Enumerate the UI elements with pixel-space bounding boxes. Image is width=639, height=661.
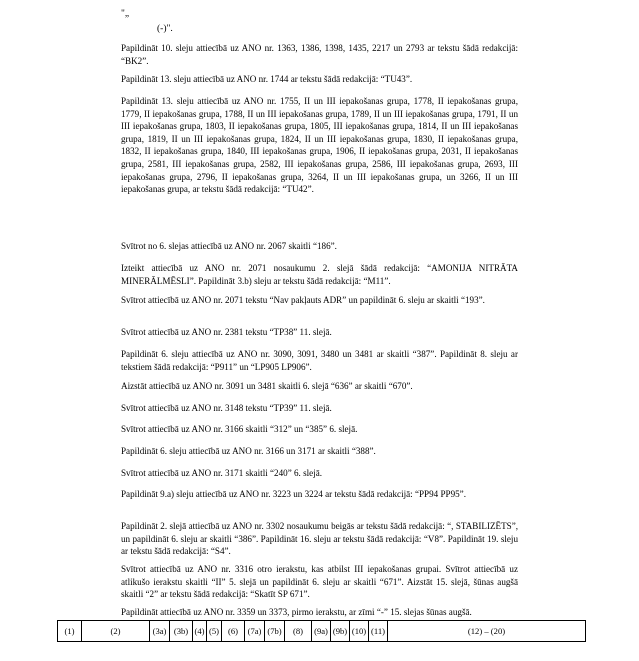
paragraph-7: Svītrot attiecībā uz ANO nr. 2381 tekstu “TP38” 11. slejā. <box>121 327 332 337</box>
table-cell: (7a) <box>245 621 265 642</box>
paragraph-3: Papildināt 13. sleju attiecībā uz ANO nr. 1755, II un III iepakošanas grupa, 1778, II iepakošanas grupa, 1779, II iepakošanas grupa, 1788, II un III iepakošanas grupa, 1789, II un III iepakošanas grupa, 1791, II un III iepakošanas grupa, 1803, II iepakošanas grupa, 1805, III iepakošanas grupa, 1814, II un III iepakošanas grupa, 1819, II un III iepakošanas grupa, 1824, II un III iepakošanas grupa, 1830, II iepakošanas grupa, 1832, II iepakošanas grupa, 1840, III iepakošanas grupa, 1906, II iepakošanas grupa, 2031, II iepakošanas grupa, 2581, III iepakošanas grupa, 2582, III iepakošanas grupa, 2586, III iepakošanas grupa, 2693, III iepakošanas grupa, 2796, II iepakošanas grupa, 3264, II un III iepakošanas grupa, un 3266, II un III iepakošanas grupa, ar tekstu šādā redakcijā: “TU42”. <box>121 96 518 195</box>
table-cell: (3b) <box>170 621 193 642</box>
paragraph-14: Papildināt 9.a) sleju attiecībā uz ANO nr. 3223 un 3224 ar tekstu šādā redakcijā: “PP94 PP95”. <box>121 489 466 499</box>
table-cell: (7b) <box>265 621 285 642</box>
table-cell: (6) <box>222 621 245 642</box>
deleted-marker-line: (-)". <box>157 24 173 34</box>
paragraph-5: Izteikt attiecībā uz ANO nr. 2071 nosaukumu 2. slejā šādā redakcijā: “AMONIJA NITRĀTA MINERĀLMĒSLI”. Papildināt 3.b) sleju ar tekstu šādā redakcijā: “M11”. <box>121 263 518 286</box>
paragraph-1: Papildināt 10. sleju attiecībā uz ANO nr. 1363, 1386, 1398, 1435, 2217 un 2793 ar tekstu šādā redakcijā: “BK2”. <box>121 43 518 66</box>
quote-open-line: "„ <box>121 9 130 19</box>
table-cell: (9b) <box>331 621 350 642</box>
table-cell: (4) <box>193 621 207 642</box>
paragraph-16: Svītrot attiecībā uz ANO nr. 3316 otro ierakstu, kas atbilst III iepakošanas grupai. Svītrot attiecībā uz atlikušo ierakstu skaitli “II” 5. slejā un papildināt 6. sleju ar skaitli “671”. Aizstāt 15. slejā, šūnas augšā skaitli “2” ar tekstu šādā redakcijā: “Skatīt SP 671”. <box>121 564 518 600</box>
paragraph-9: Aizstāt attiecībā uz ANO nr. 3091 un 3481 skaitli 6. slejā “636” ar skaitli “670”. <box>121 381 413 391</box>
paragraph-17: Papildināt attiecībā uz ANO nr. 3359 un 3373, pirmo ierakstu, ar zīmi “-” 15. slejas šūnas augšā. <box>121 607 472 617</box>
paragraph-4: Svītrot no 6. slejas attiecībā uz ANO nr. 2067 skaitli “186”. <box>121 241 337 251</box>
table-cell: (8) <box>285 621 312 642</box>
table-cell: (3a) <box>150 621 170 642</box>
paragraph-12: Papildināt 6. sleju attiecībā uz ANO nr. 3166 un 3171 ar skaitli “388”. <box>121 446 376 456</box>
paragraph-11: Svītrot attiecībā uz ANO nr. 3166 skaitli “312” un “385” 6. slejā. <box>121 424 358 434</box>
table-row <box>58 621 586 642</box>
paragraph-13: Svītrot attiecībā uz ANO nr. 3171 skaitli “240” 6. slejā. <box>121 468 323 478</box>
table-cell: (5) <box>207 621 222 642</box>
table-cell: (10) <box>350 621 369 642</box>
table-cell: (11) <box>369 621 388 642</box>
paragraph-10: Svītrot attiecībā uz ANO nr. 3148 tekstu “TP39” 11. slejā. <box>121 403 332 413</box>
paragraph-8: Papildināt 6. sleju attiecībā uz ANO nr. 3090, 3091, 3480 un 3481 ar skaitli “387”. Papildināt 8. sleju ar tekstiem šādā redakcijā: “P911” un “LP905 LP906”. <box>121 349 518 372</box>
column-header-table <box>57 620 586 642</box>
paragraph-2: Papildināt 13. sleju attiecībā uz ANO nr. 1744 ar tekstu šādā redakcijā: “TU43”. <box>121 74 413 84</box>
table-cell: (1) <box>58 621 82 642</box>
table-cell: (12) – (20) <box>388 621 586 642</box>
table-cell: (9a) <box>312 621 331 642</box>
paragraph-15: Papildināt 2. slejā attiecībā uz ANO nr. 3302 nosaukumu beigās ar tekstu šādā redakcijā: “, STABILIZĒTS”, un papildināt 6. sleju ar skaitli “386”. Papildināt 16. sleju ar tekstu šādā redakcijā: “V8”. Papildināt 19. sleju ar tekstu šādā redakcijā: “S4”. <box>121 521 518 557</box>
table-cell: (2) <box>82 621 150 642</box>
paragraph-6: Svītrot attiecībā uz ANO nr. 2071 tekstu “Nav pakļauts ADR” un papildināt 6. sleju ar skaitli “193”. <box>121 295 485 305</box>
